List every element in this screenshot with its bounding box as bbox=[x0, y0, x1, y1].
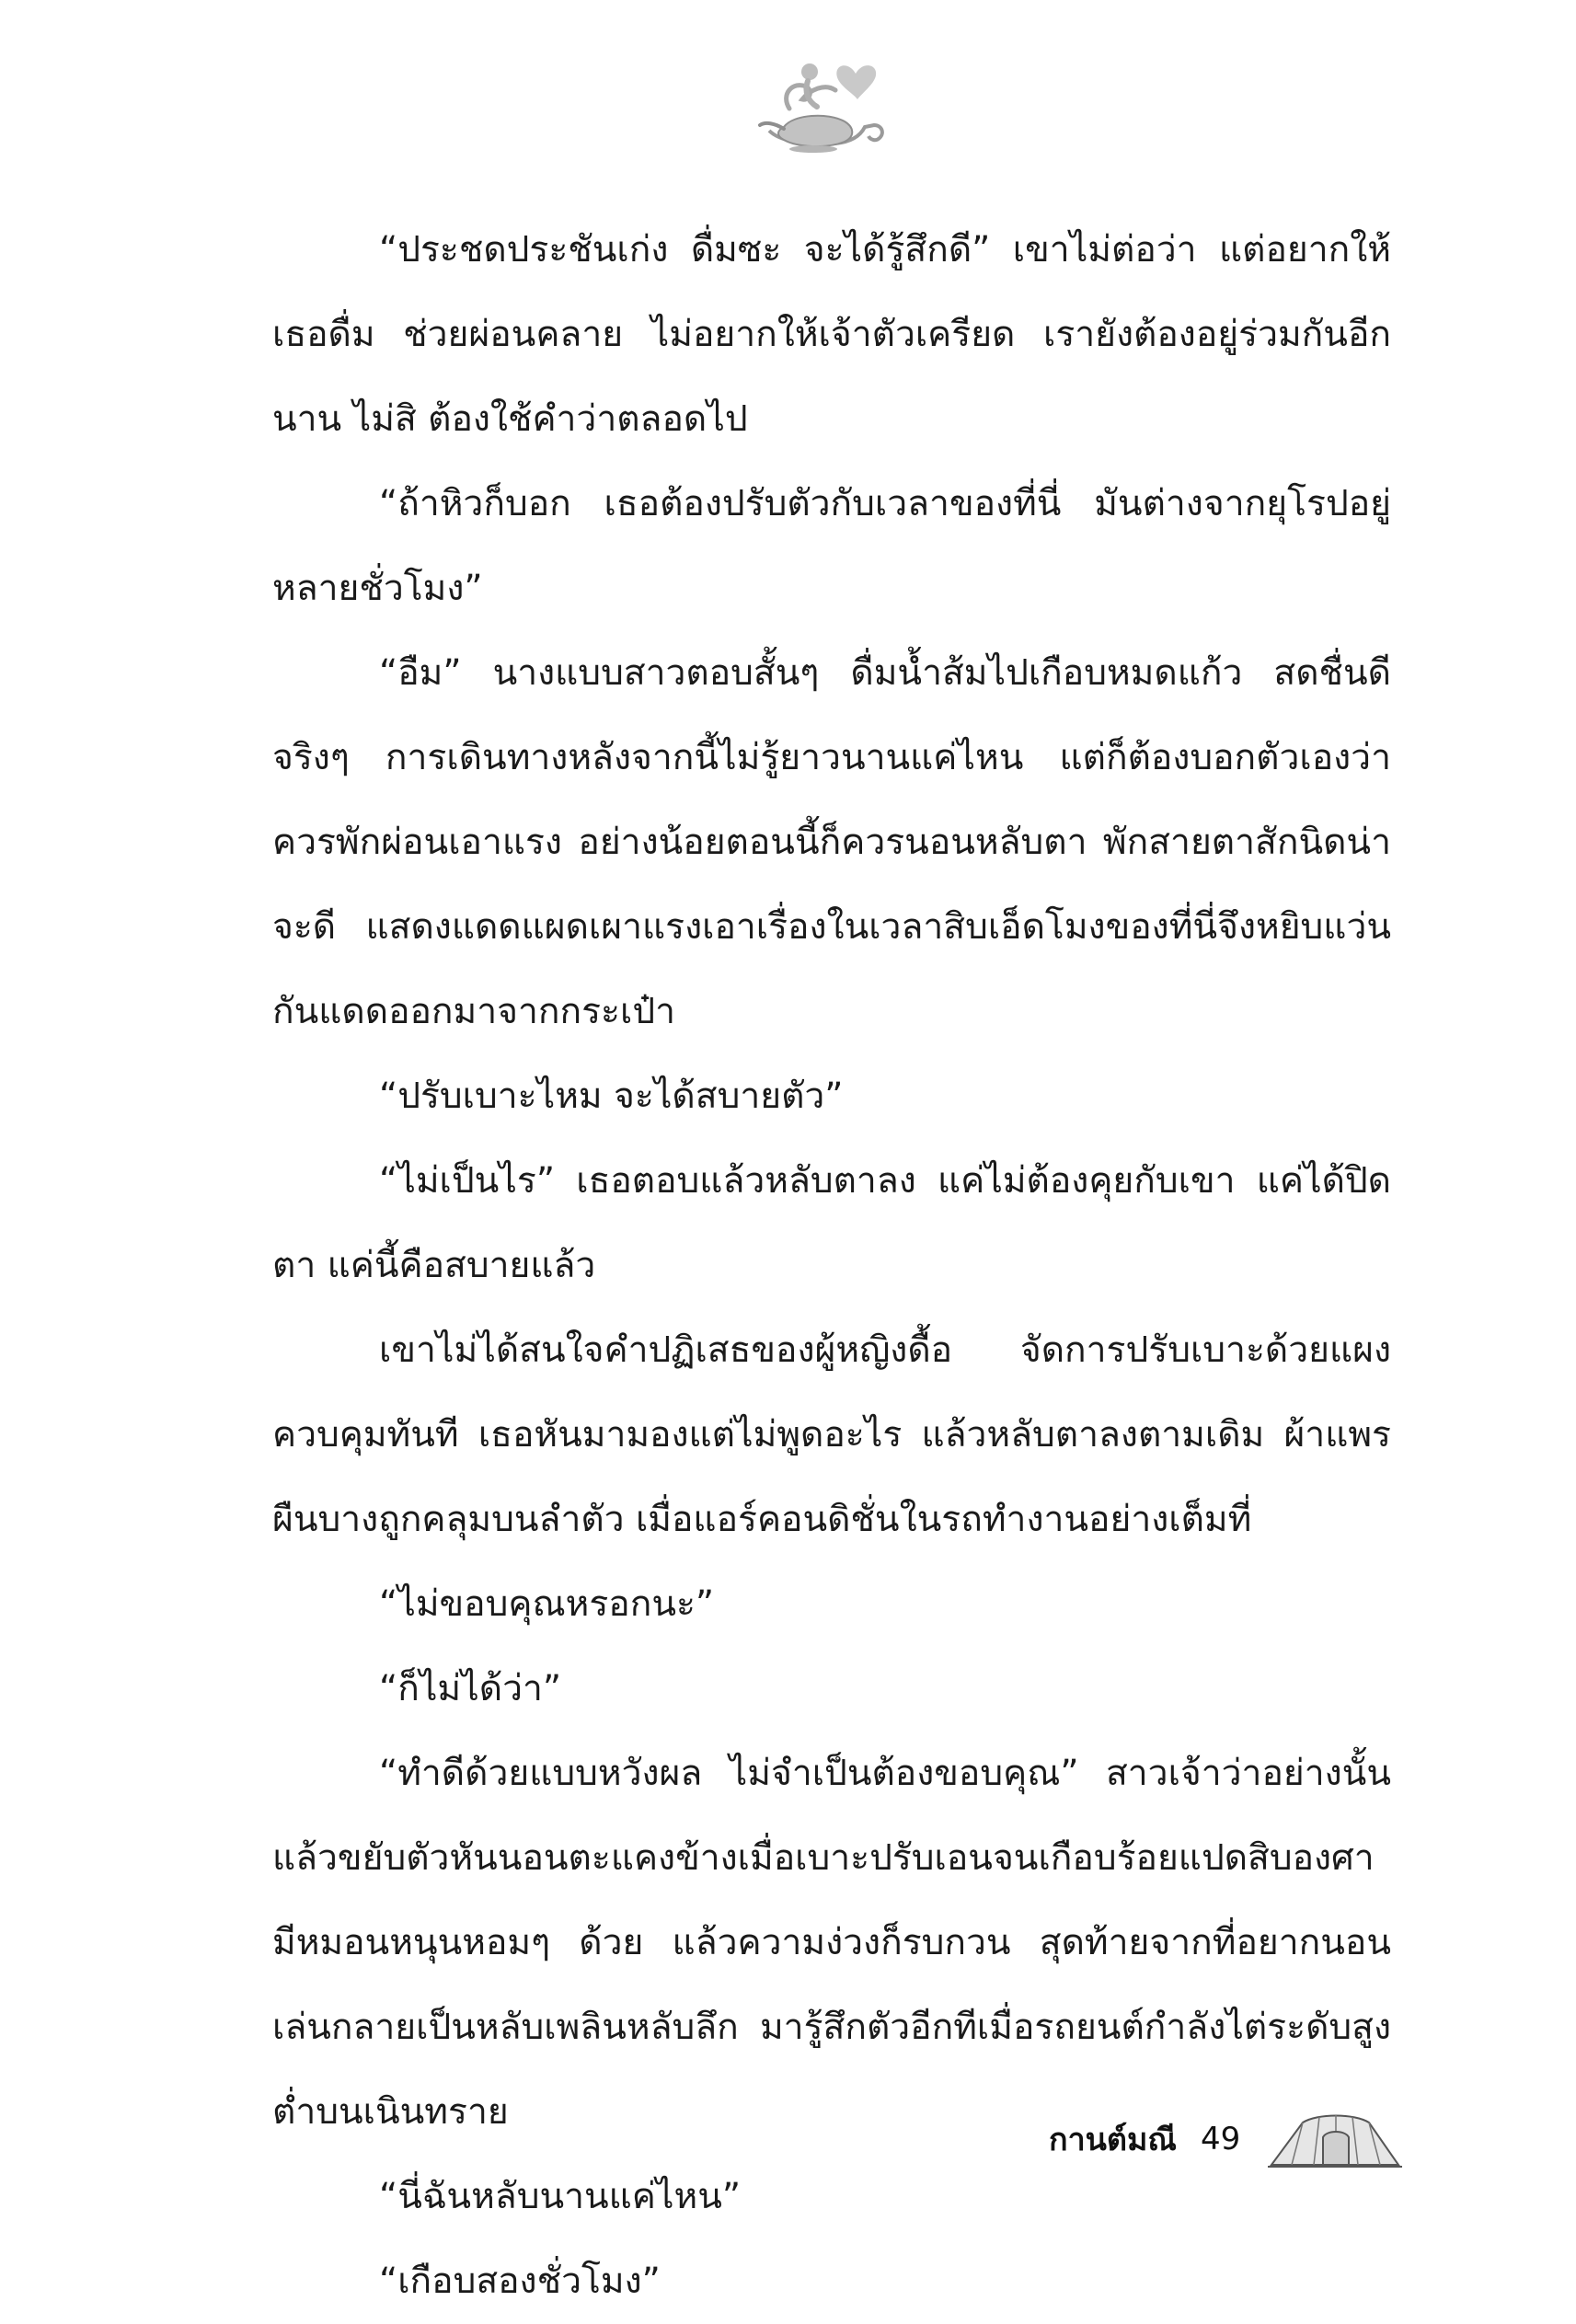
paragraph: “ไม่เป็นไร” เธอตอบแล้วหลับตาลง แค่ไม่ต้องคุยกับเขา แค่ได้ปิดตา แค่นี้คือสบายแล้ว bbox=[272, 1160, 1391, 1286]
book-title: กานต์มณี bbox=[1049, 2122, 1177, 2158]
paragraph: “ถ้าหิวก็บอก เธอต้องปรับตัวกับเวลาของที่นี่ มันต่างจากยุโรปอยู่หลายชั่วโมง” bbox=[272, 483, 1391, 609]
paragraph: “อืม” นางแบบสาวตอบสั้นๆ ดื่มน้ำส้มไปเกือบหมดแก้ว สดชื่นดีจริงๆ การเดินทางหลังจากนี้ไม่รู้ยาวนานแค่ไหน แต่ก็ต้องบอกตัวเองว่าควรพักผ่อนเอาแรง อย่างน้อยตอนนี้ก็ควรนอนหลับตา พักสายตาสักนิดน่าจะดี แสดงแดดแผดเผาแรงเอาเรื่องในเวลาสิบเอ็ดโมงของที่นี่จึงหยิบแว่นกันแดดออกมาจากกระเป๋า bbox=[272, 652, 1391, 1032]
paragraph: “นี่ฉันหลับนานแค่ไหน” bbox=[379, 2176, 742, 2217]
tent-icon bbox=[1266, 2110, 1404, 2169]
page-number: 49 bbox=[1200, 2121, 1241, 2157]
paragraph: “ทำดีด้วยแบบหวังผล ไม่จำเป็นต้องขอบคุณ” สาวเจ้าว่าอย่างนั้นแล้วขยับตัวหันนอนตะแคงข้างเมื่อเบาะปรับเอนจนเกือบร้อยแปดสิบองศา มีหมอนหนุนหอมๆ ด้วย แล้วความง่วงก็รบกวน สุดท้ายจากที่อยากนอนเล่นกลายเป็นหลับเพลินหลับลึก มารู้สึกตัวอีกทีเมื่อรถยนต์กำลังไต่ระดับสูงต่ำบนเนินทราย bbox=[272, 1753, 1391, 2133]
story-text bbox=[272, 208, 1391, 2324]
paragraph: “ประชดประชันเก่ง ดื่มซะ จะได้รู้สึกดี” เขาไม่ต่อว่า แต่อยากให้เธอดื่ม ช่วยผ่อนคลาย ไม่อยากให้เจ้าตัวเครียด เรายังต้องอยู่ร่วมกันอีกนาน ไม่สิ ต้องใช้คำว่าตลอดไป bbox=[272, 229, 1391, 440]
genie-lamp-icon bbox=[753, 53, 891, 155]
paragraph: “เกือบสองชั่วโมง” bbox=[379, 2261, 661, 2302]
paragraph: “ปรับเบาะไหม จะได้สบายตัว” bbox=[379, 1076, 844, 1117]
page-footer bbox=[1049, 2111, 1404, 2167]
paragraph: “ก็ไม่ได้ว่า” bbox=[379, 1668, 562, 1709]
paragraph: “ไม่ขอบคุณหรอกนะ” bbox=[379, 1583, 715, 1625]
paragraph: เขาไม่ได้สนใจคำปฏิเสธของผู้หญิงดื้อ จัดการปรับเบาะด้วยแผงควบคุมทันที เธอหันมามองแต่ไม่พูดอะไร แล้วหลับตาลงตามเดิม ผ้าแพรผืนบางถูกคลุมบนลำตัว เมื่อแอร์คอนดิชั่นในรถทำงานอย่างเต็มที่ bbox=[272, 1329, 1391, 1540]
